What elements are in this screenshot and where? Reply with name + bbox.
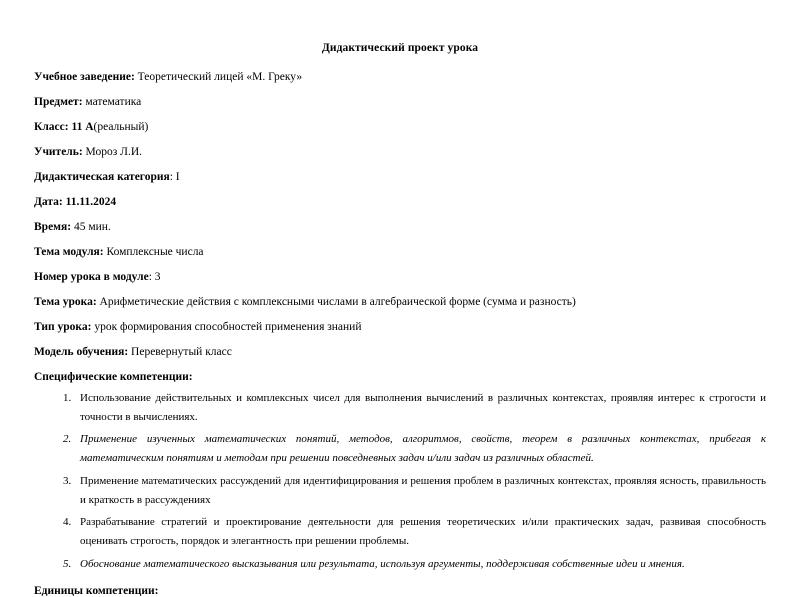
field-class	[34, 120, 766, 136]
field-lesson-type-label: Тип урока:	[34, 321, 92, 334]
field-lesson-number-label: Номер урока в модуле	[34, 271, 149, 284]
field-lesson-type	[34, 320, 766, 336]
field-subject-value: математика	[82, 96, 142, 109]
field-didactic-category-value: : I	[169, 171, 180, 184]
field-didactic-category-label: Дидактическая категория	[34, 171, 170, 184]
field-learning-model-value: Перевернутый класс	[128, 346, 232, 359]
list-item: 5. Обоснование математического высказывания или результата, используя аргументы, поддерживая собственные идеи и мнения.	[74, 555, 766, 574]
competences-list	[34, 389, 766, 574]
field-subject	[34, 95, 766, 111]
units-heading: Единицы компетенции:	[34, 584, 159, 597]
field-institution-label: Учебное заведение:	[34, 71, 135, 83]
field-subject-label: Предмет:	[34, 96, 83, 109]
list-item: 2. Применение изученных математических понятий, методов, алгоритмов, свойств, теорем в различных контекстах, прибегая к математическим понятиям и методам при решении повседневных задач и/или задач из различных областей.	[74, 430, 766, 469]
field-didactic-category	[34, 170, 766, 186]
competences-heading: Специфические компетенции:	[34, 370, 193, 383]
field-teacher	[34, 145, 766, 161]
field-duration-value: 45 мин.	[71, 221, 111, 234]
field-duration	[34, 220, 766, 236]
field-teacher-value: Мороз Л.И.	[82, 146, 143, 159]
list-item: 1. Использование действительных и комплексных чисел для выполнения вычислений в различных контекстах, проявляя интерес к строгости и точности в вычислениях.	[74, 389, 766, 428]
field-module-topic-value: Комплексные числа	[103, 246, 204, 259]
field-class-value: (реальный)	[93, 121, 149, 134]
field-class-label: Класс: 11 А	[34, 121, 94, 134]
field-module-topic	[34, 245, 766, 261]
field-lesson-topic	[34, 295, 766, 311]
field-teacher-label: Учитель:	[34, 146, 83, 159]
field-lesson-type-value: урок формирования способностей применения знаний	[91, 321, 362, 334]
field-learning-model-label: Модель обучения:	[34, 346, 129, 359]
field-lesson-number	[34, 270, 766, 286]
list-item: 3. Применение математических рассуждений для идентифицирования и решения проблем в различных контекстах, проявляя ясность, правильность и краткость в рассуждениях	[74, 472, 766, 511]
field-institution	[34, 70, 766, 86]
field-learning-model	[34, 345, 766, 361]
field-lesson-number-value: : 3	[148, 271, 161, 284]
field-institution-value: Теоретический лицей «М. Греку»	[134, 71, 303, 83]
field-lesson-topic-value: Арифметические действия с комплексными числами в алгебраической форме (сумма и разность)	[96, 296, 576, 309]
page-title: Дидактический проект урока	[321, 42, 479, 54]
field-module-topic-label: Тема модуля:	[34, 246, 104, 259]
field-date	[34, 195, 766, 211]
field-duration-label: Время:	[34, 221, 72, 234]
field-date-label: Дата: 11.11.2024	[34, 196, 117, 209]
field-lesson-topic-label: Тема урока:	[34, 296, 97, 309]
list-item: 4. Разрабатывание стратегий и проектирование деятельности для решения теоретических и/или практических задач, развивая способность оценивать строгость, порядок и элегантность при решении проблемы.	[74, 513, 766, 552]
